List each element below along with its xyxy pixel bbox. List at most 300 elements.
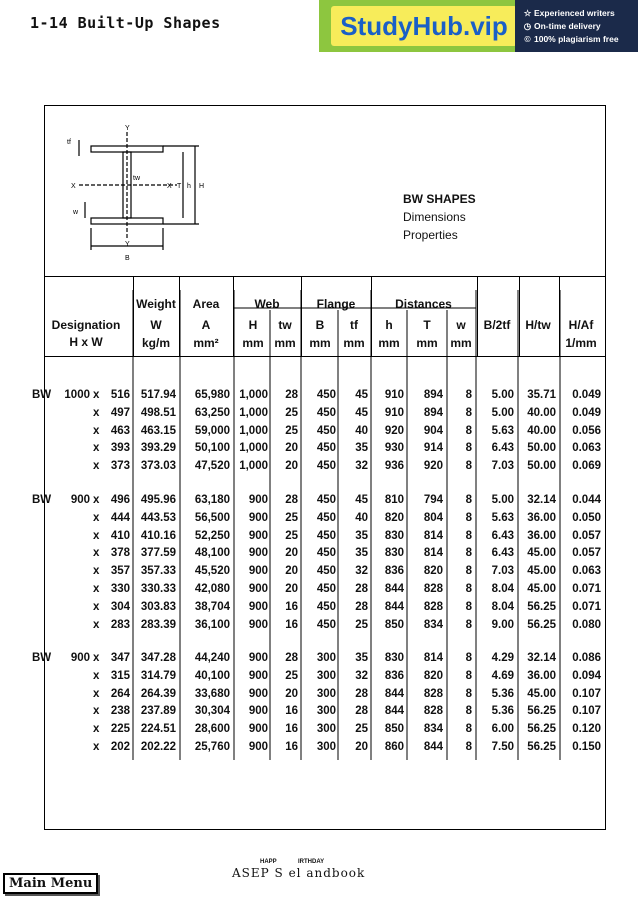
cell-tw: 20 <box>285 547 298 560</box>
designation-weight: 347 <box>110 652 130 664</box>
cell-htw: 36.00 <box>527 511 556 524</box>
col-B: B <box>315 318 325 332</box>
cell-b: 300 <box>316 687 336 700</box>
cell-tf: 32 <box>355 460 368 473</box>
cell-b2tf: 5.36 <box>491 687 514 700</box>
cell-htw: 45.00 <box>527 687 556 700</box>
cell-h: 900 <box>248 652 268 664</box>
cell-t: 814 <box>423 547 443 560</box>
designation-weight: 315 <box>110 669 130 682</box>
h-label: h <box>187 183 191 190</box>
designation-weight: 264 <box>110 687 130 700</box>
cell-t: 914 <box>423 442 443 455</box>
cell-tw: 28 <box>285 389 298 401</box>
cell-a: 56,500 <box>194 511 230 524</box>
designation-weight: 410 <box>110 529 130 542</box>
feature-label: Experienced writers <box>534 8 615 18</box>
cell-a: 33,680 <box>194 687 230 700</box>
col-tw: tw <box>278 318 292 332</box>
cell-h: 1,000 <box>239 406 268 419</box>
cell-a: 30,304 <box>194 705 230 718</box>
cell-tf: 35 <box>355 652 368 664</box>
feature-label: On-time delivery <box>534 21 601 31</box>
cell-b2tf: 6.43 <box>491 547 514 560</box>
cell-htw: 56.25 <box>527 600 556 613</box>
unit-mm: mm <box>309 336 331 350</box>
times-sign: x <box>93 424 100 437</box>
cell-haf: 0.057 <box>572 529 601 542</box>
group-depth: 1000 <box>64 389 90 401</box>
cell-htw: 36.00 <box>527 669 556 682</box>
cell-b: 300 <box>316 723 336 736</box>
cell-h: 920 <box>384 424 404 437</box>
cell-h: 1,000 <box>239 389 268 401</box>
times-sign: x <box>93 687 100 700</box>
cell-tf: 20 <box>355 741 368 753</box>
cell-htw: 45.00 <box>527 583 556 595</box>
i-beam-section-diagram <box>49 120 229 270</box>
cell-h: 836 <box>384 669 404 682</box>
cell-t: 814 <box>423 652 443 664</box>
cell-w: 8 <box>465 687 472 700</box>
cell-b2tf: 5.00 <box>491 389 514 401</box>
cell-w: 8 <box>465 460 472 473</box>
cell-h: 810 <box>384 494 404 506</box>
cell-w: 8 <box>465 618 472 631</box>
designation-weight: 497 <box>110 406 130 419</box>
cell-tw: 25 <box>285 669 298 682</box>
times-sign: x <box>93 460 100 473</box>
cell-tw: 25 <box>285 406 298 419</box>
cell-tw: 16 <box>285 600 298 613</box>
cell-h: 830 <box>384 529 404 542</box>
cell-b: 450 <box>316 494 336 506</box>
cell-b2tf: 5.00 <box>491 494 514 506</box>
cell-h: 900 <box>248 547 268 560</box>
cell-tw: 20 <box>285 583 298 595</box>
cell-t: 834 <box>423 618 443 631</box>
designation-weight: 393 <box>110 442 130 455</box>
cell-htw: 32.14 <box>527 652 556 664</box>
cell-b2tf: 8.04 <box>491 583 514 595</box>
cell-a: 59,000 <box>194 424 230 437</box>
cell-h: 830 <box>384 547 404 560</box>
col-area: Area <box>192 297 220 311</box>
cell-b2tf: 6.43 <box>491 529 514 542</box>
cell-tf: 28 <box>355 600 368 613</box>
times-sign: x <box>93 705 100 718</box>
cell-b2tf: 7.50 <box>491 741 514 753</box>
cell-b: 450 <box>316 460 336 473</box>
cell-htw: 45.00 <box>527 547 556 560</box>
cell-tf: 45 <box>355 494 368 506</box>
times-sign: x <box>93 442 100 455</box>
cell-w: 8 <box>465 669 472 682</box>
H-label: H <box>199 183 205 190</box>
cell-h: 900 <box>248 494 268 506</box>
cell-a: 48,100 <box>194 547 230 560</box>
cell-w: 8 <box>465 424 472 437</box>
tf-label: tf <box>67 139 71 146</box>
cell-t: 820 <box>423 669 443 682</box>
cell-tw: 28 <box>285 652 298 664</box>
cell-tw: 16 <box>285 723 298 736</box>
cell-b: 300 <box>316 669 336 682</box>
cell-w: 8 <box>465 511 472 524</box>
col-weight: Weight <box>136 297 176 311</box>
cell-htw: 40.00 <box>527 406 556 419</box>
col-haf-unit: 1/mm <box>565 336 597 350</box>
cell-htw: 32.14 <box>527 494 556 506</box>
cell-haf: 0.107 <box>572 687 601 700</box>
cell-haf: 0.080 <box>572 618 601 631</box>
cell-b: 450 <box>316 406 336 419</box>
cell-a: 36,100 <box>194 618 230 631</box>
col-b2tf: B/2tf <box>483 318 511 332</box>
main-menu-button[interactable]: Main Menu <box>3 873 98 894</box>
cell-tw: 16 <box>285 705 298 718</box>
designation-weight: 283 <box>110 618 130 631</box>
cell-w: 8 <box>465 705 472 718</box>
cell-w: 8 <box>465 600 472 613</box>
unit-mm: mm <box>274 336 296 350</box>
col-area-unit: mm² <box>193 336 219 350</box>
cell-a: 50,100 <box>194 442 230 455</box>
designation-weight: 444 <box>110 511 130 524</box>
cell-a: 38,704 <box>194 600 230 613</box>
cell-w: 373.03 <box>140 460 176 473</box>
cell-t: 820 <box>423 565 443 578</box>
cell-a: 52,250 <box>194 529 230 542</box>
cell-haf: 0.056 <box>572 424 601 437</box>
cell-b: 300 <box>316 741 336 753</box>
cell-h: 900 <box>248 565 268 578</box>
cell-b: 300 <box>316 652 336 664</box>
cell-w: 410.16 <box>140 529 176 542</box>
cell-tf: 40 <box>355 424 368 437</box>
x-axis-label: X <box>71 183 76 190</box>
times-sign: x <box>93 600 100 613</box>
cell-h: 1,000 <box>239 424 268 437</box>
group-label: BW <box>32 389 52 401</box>
col-H: H <box>248 318 258 332</box>
w-label: w <box>73 209 79 216</box>
cell-haf: 0.049 <box>572 389 601 401</box>
cell-h: 900 <box>248 529 268 542</box>
cell-b: 450 <box>316 442 336 455</box>
col-weight-unit: kg/m <box>141 336 170 350</box>
designation-weight: 463 <box>110 424 130 437</box>
cell-w: 303.83 <box>140 600 176 613</box>
unit-mm: mm <box>378 336 400 350</box>
handwritten-note: HAPP <box>260 859 277 865</box>
cell-tf: 35 <box>355 547 368 560</box>
cell-b2tf: 5.63 <box>491 511 514 524</box>
group-depth: 900 <box>70 494 90 506</box>
cell-w: 463.15 <box>140 424 176 437</box>
cell-tf: 25 <box>355 723 368 736</box>
cell-h: 900 <box>248 600 268 613</box>
cell-h: 900 <box>248 705 268 718</box>
cell-b2tf: 4.29 <box>491 652 514 664</box>
cell-w: 8 <box>465 547 472 560</box>
cell-h: 936 <box>384 460 404 473</box>
cell-tw: 16 <box>285 618 298 631</box>
cell-w: 8 <box>465 494 472 506</box>
cell-w: 202.22 <box>140 741 176 753</box>
cell-a: 44,240 <box>194 652 230 664</box>
designation-weight: 357 <box>110 565 130 578</box>
cell-htw: 40.00 <box>527 424 556 437</box>
cell-h: 930 <box>384 442 404 455</box>
cell-t: 828 <box>423 705 443 718</box>
col-distances: Distances <box>395 297 452 311</box>
col-htw: H/tw <box>525 318 551 332</box>
cell-b: 450 <box>316 389 336 401</box>
cell-htw: 35.71 <box>527 389 556 401</box>
cell-w: 8 <box>465 741 472 753</box>
col-haf: H/Af <box>568 318 594 332</box>
B-label: B <box>125 255 130 262</box>
cell-a: 63,180 <box>194 494 230 506</box>
cell-w: 314.79 <box>140 669 176 682</box>
cell-h: 844 <box>384 705 404 718</box>
cell-haf: 0.050 <box>572 511 601 524</box>
times-sign: x <box>93 652 100 664</box>
cell-b: 450 <box>316 511 336 524</box>
cell-b: 450 <box>316 600 336 613</box>
feature-label: 100% plagiarism free <box>534 34 619 44</box>
designation-weight: 225 <box>110 723 130 736</box>
cell-haf: 0.094 <box>572 669 601 682</box>
cell-htw: 56.25 <box>527 741 556 753</box>
cell-t: 828 <box>423 583 443 595</box>
cell-h: 850 <box>384 723 404 736</box>
cell-haf: 0.057 <box>572 547 601 560</box>
cell-tw: 16 <box>285 741 298 753</box>
cell-t: 904 <box>423 424 443 437</box>
cell-tw: 28 <box>285 494 298 506</box>
cell-tf: 25 <box>355 618 368 631</box>
page-title: 1-14 Built-Up Shapes <box>30 14 221 32</box>
cell-a: 45,520 <box>194 565 230 578</box>
col-tf: tf <box>350 318 358 332</box>
cell-a: 47,520 <box>194 460 230 473</box>
feature-item <box>523 34 619 44</box>
cell-tf: 32 <box>355 565 368 578</box>
cell-w: 8 <box>465 565 472 578</box>
col-web: Web <box>254 297 280 311</box>
times-sign: x <box>93 547 100 560</box>
cell-h: 860 <box>384 741 404 753</box>
cell-t: 844 <box>423 741 443 753</box>
cell-haf: 0.044 <box>572 494 601 506</box>
ad-banner[interactable] <box>319 0 638 52</box>
y-axis-label: Y <box>125 125 130 132</box>
cell-h: 900 <box>248 669 268 682</box>
times-sign: x <box>93 741 100 753</box>
cell-w: 8 <box>465 723 472 736</box>
designation-weight: 516 <box>110 389 130 401</box>
cell-haf: 0.107 <box>572 705 601 718</box>
cell-a: 42,080 <box>194 583 230 595</box>
unit-mm: mm <box>242 336 264 350</box>
designation-weight: 202 <box>110 741 130 753</box>
cell-tf: 32 <box>355 669 368 682</box>
cell-htw: 36.00 <box>527 529 556 542</box>
times-sign: x <box>93 406 100 419</box>
clock-icon: ◷ <box>523 21 532 31</box>
cell-tf: 28 <box>355 687 368 700</box>
times-sign: x <box>93 389 100 401</box>
cell-tf: 35 <box>355 442 368 455</box>
cell-w: 8 <box>465 389 472 401</box>
y-axis-label: Y <box>125 241 130 248</box>
footer-source: ASEP S el andbook <box>232 866 366 880</box>
feature-item <box>523 21 601 32</box>
cell-tw: 20 <box>285 565 298 578</box>
cell-t: 814 <box>423 529 443 542</box>
cell-b: 450 <box>316 583 336 595</box>
cell-htw: 56.25 <box>527 705 556 718</box>
col-T: T <box>423 318 431 332</box>
star-icon: ☆ <box>523 8 532 18</box>
cell-b: 450 <box>316 547 336 560</box>
cell-tw: 25 <box>285 424 298 437</box>
designation-weight: 373 <box>110 460 130 473</box>
cell-haf: 0.069 <box>572 460 601 473</box>
cell-a: 40,100 <box>194 669 230 682</box>
times-sign: x <box>93 511 100 524</box>
brand-logo[interactable]: StudyHub.vip <box>331 6 517 46</box>
copyright-icon: © <box>524 34 531 44</box>
cell-tf: 35 <box>355 529 368 542</box>
cell-w: 393.29 <box>140 442 176 455</box>
cell-b2tf: 5.36 <box>491 705 514 718</box>
heading-line: Dimensions <box>403 210 466 224</box>
cell-a: 63,250 <box>194 406 230 419</box>
cell-w: 357.33 <box>140 565 176 578</box>
cell-h: 850 <box>384 618 404 631</box>
cell-w: 8 <box>465 442 472 455</box>
cell-h: 844 <box>384 687 404 700</box>
cell-tw: 20 <box>285 442 298 455</box>
section-heading <box>403 190 476 244</box>
cell-haf: 0.071 <box>572 600 601 613</box>
cell-w: 283.39 <box>140 618 176 631</box>
cell-b: 450 <box>316 424 336 437</box>
times-sign: x <box>93 565 100 578</box>
cell-h: 900 <box>248 687 268 700</box>
cell-tf: 28 <box>355 705 368 718</box>
t-label: T <box>177 183 182 190</box>
designation-weight: 330 <box>110 583 130 595</box>
cell-b: 450 <box>316 618 336 631</box>
cell-t: 794 <box>423 494 443 506</box>
cell-w: 264.39 <box>140 687 176 700</box>
cell-w: 8 <box>465 583 472 595</box>
cell-htw: 45.00 <box>527 565 556 578</box>
group-label: BW <box>32 494 52 506</box>
x-axis-label: X <box>167 183 172 190</box>
col-flange: Flange <box>316 297 356 311</box>
cell-h: 836 <box>384 565 404 578</box>
tw-label: tw <box>133 175 140 182</box>
heading-line: BW SHAPES <box>403 192 476 206</box>
cell-tw: 25 <box>285 529 298 542</box>
cell-w: 498.51 <box>140 406 176 419</box>
cell-a: 65,980 <box>194 389 230 401</box>
cell-t: 894 <box>423 389 443 401</box>
cell-h: 900 <box>248 511 268 524</box>
cell-t: 828 <box>423 600 443 613</box>
cell-haf: 0.071 <box>572 583 601 595</box>
banner-features <box>515 0 638 52</box>
cell-tf: 45 <box>355 389 368 401</box>
heading-line: Properties <box>403 228 458 242</box>
col-designation-sub: H x W <box>69 335 103 349</box>
designation-weight: 238 <box>110 705 130 718</box>
cell-b: 450 <box>316 529 336 542</box>
cell-h: 900 <box>248 583 268 595</box>
cell-haf: 0.120 <box>572 723 601 736</box>
cell-w: 377.59 <box>140 547 176 560</box>
cell-b2tf: 6.00 <box>491 723 514 736</box>
cell-haf: 0.150 <box>572 741 601 753</box>
group-depth: 900 <box>70 652 90 664</box>
col-weight-sym: W <box>150 318 162 332</box>
cell-b2tf: 8.04 <box>491 600 514 613</box>
cell-h: 900 <box>248 618 268 631</box>
unit-mm: mm <box>450 336 472 350</box>
cell-h: 900 <box>248 723 268 736</box>
handwritten-note: IRTHDAY <box>298 859 325 865</box>
cell-haf: 0.063 <box>572 442 601 455</box>
cell-htw: 56.25 <box>527 723 556 736</box>
cell-h: 830 <box>384 652 404 664</box>
cell-h: 844 <box>384 583 404 595</box>
cell-w: 495.96 <box>140 494 176 506</box>
cell-w: 8 <box>465 652 472 664</box>
cell-t: 920 <box>423 460 443 473</box>
col-designation: Designation <box>51 318 121 332</box>
designation-weight: 378 <box>110 547 130 560</box>
cell-b2tf: 5.63 <box>491 424 514 437</box>
cell-haf: 0.086 <box>572 652 601 664</box>
times-sign: x <box>93 669 100 682</box>
unit-mm: mm <box>416 336 438 350</box>
cell-tw: 25 <box>285 511 298 524</box>
cell-h: 910 <box>384 406 404 419</box>
designation-weight: 496 <box>110 494 130 506</box>
cell-b2tf: 9.00 <box>491 618 514 631</box>
cell-tf: 45 <box>355 406 368 419</box>
cell-b2tf: 4.69 <box>491 669 514 682</box>
times-sign: x <box>93 529 100 542</box>
cell-htw: 50.00 <box>527 442 556 455</box>
cell-h: 1,000 <box>239 442 268 455</box>
cell-t: 894 <box>423 406 443 419</box>
feature-item <box>523 8 615 19</box>
cell-b2tf: 6.43 <box>491 442 514 455</box>
cell-h: 910 <box>384 389 404 401</box>
cell-w: 330.33 <box>140 583 176 595</box>
cell-tf: 28 <box>355 583 368 595</box>
cell-b: 300 <box>316 705 336 718</box>
cell-w: 347.28 <box>140 652 176 664</box>
cell-h: 844 <box>384 600 404 613</box>
cell-t: 834 <box>423 723 443 736</box>
